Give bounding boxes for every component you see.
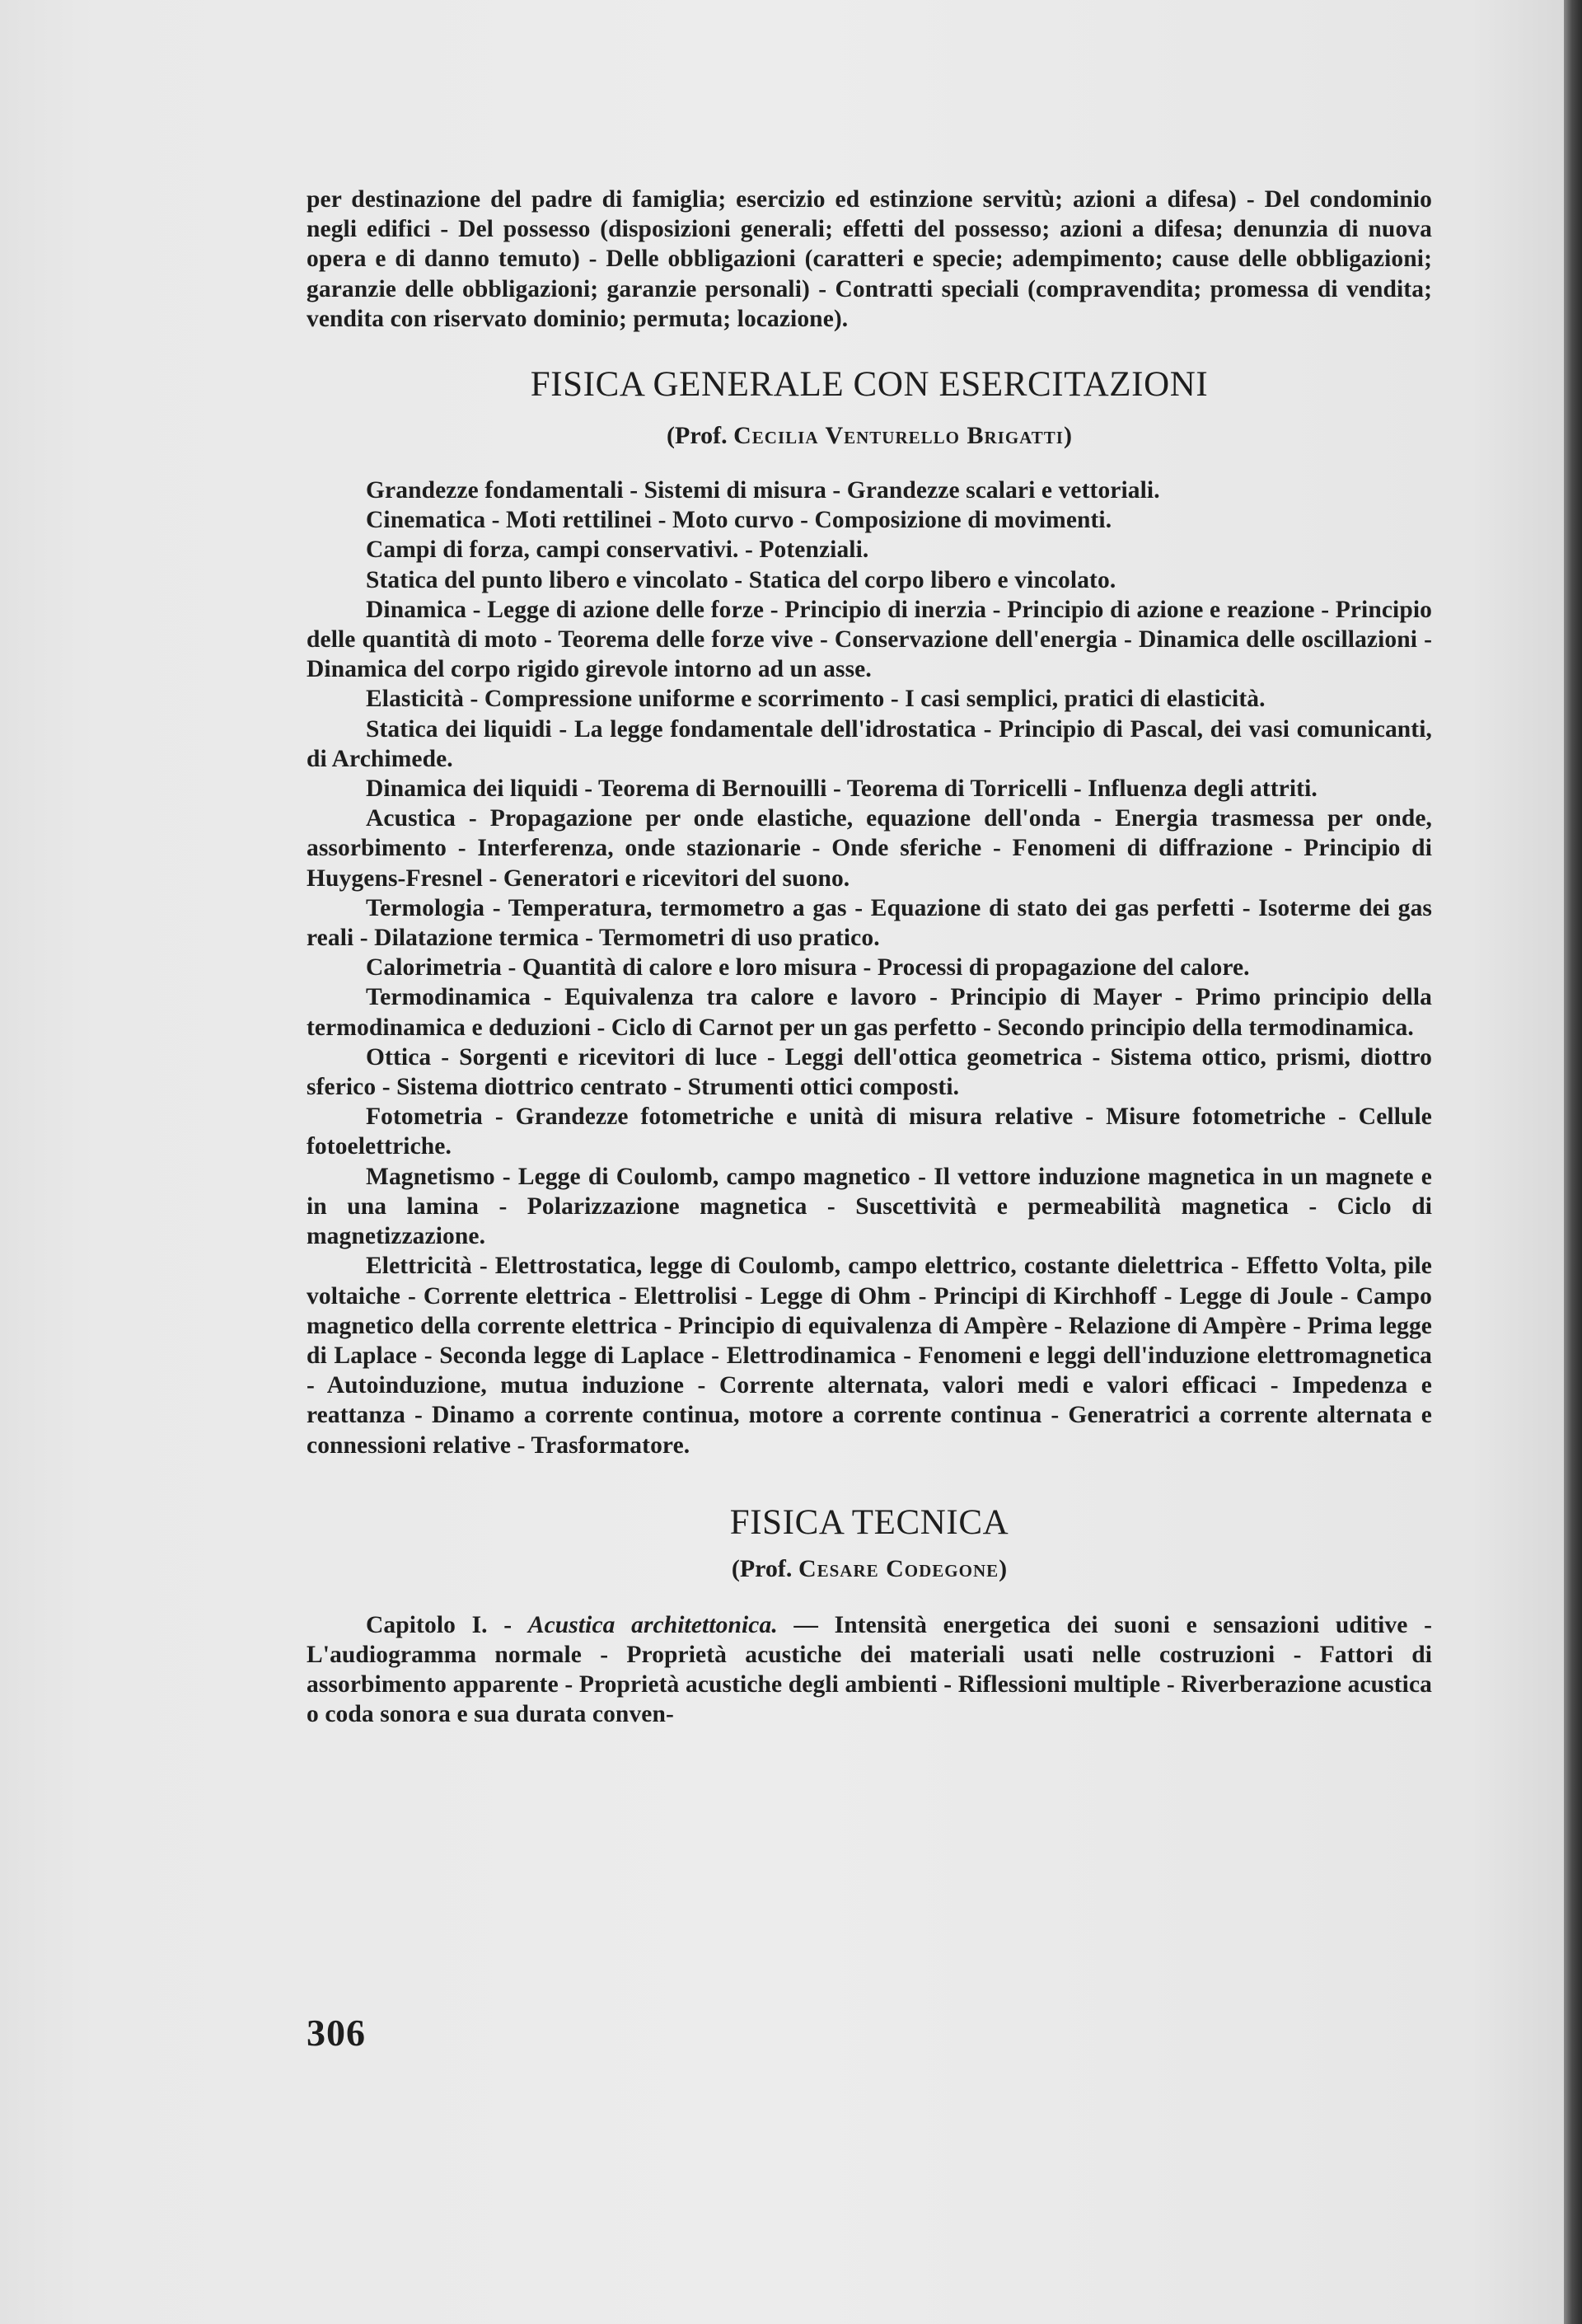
topic-paragraph-statica-liquidi: Statica dei liquidi - La legge fondamentale dell'idrostatica - Principio di Pascal, dei vasi comunicanti, di Archimede. — [307, 715, 1432, 772]
prof-suffix: ) — [999, 1554, 1008, 1582]
chapter-label: Capitolo I. - — [366, 1611, 528, 1638]
prof-suffix: ) — [1063, 422, 1072, 450]
topic-paragraph-termodinamica: Termodinamica - Equivalenza tra calore e lavoro - Principio di Mayer - Primo principio della termodinamica e deduzioni - Ciclo di Carnot per un gas perfetto - Secondo principio della termodinamica. — [307, 984, 1432, 1041]
chapter-paragraph — [307, 1610, 1432, 1730]
topic-line: Grandezze fondamentali - Sistemi di misura - Grandezze scalari e vettoriali. — [366, 477, 1160, 504]
topic-paragraph-elasticita: Elasticità - Compressione uniforme e scorrimento - I casi semplici, pratici di elasticità. — [366, 686, 1266, 713]
prof-prefix: (Prof. — [667, 422, 728, 450]
professor-line-fisica-generale — [307, 419, 1432, 452]
chapter-title: Acustica architettonica. — [527, 1611, 778, 1638]
topic-line: Cinematica - Moti rettilinei - Moto curvo - Composizione di movimenti. — [366, 507, 1112, 534]
binding-shadow — [1564, 0, 1582, 2324]
professor-line-fisica-tecnica — [307, 1553, 1432, 1586]
topic-paragraph-elettricita: Elettricità - Elettrostatica, legge di Coulomb, campo elettrico, costante dielettrica - Effetto Volta, pile voltaiche - Corrente elettrica - Elettrolisi - Legge di Ohm - Principi di Kirchhoff - Legge di Joule - Campo magnetico della corrente elettrica - Principio di equivalenza di Ampère - Relazione di Ampère - Prima legge di Laplace - Seconda legge di Laplace - Elettrodinamica - Fenomeni e leggi dell'induzione elettromagnetica - Autoinduzione, mutua induzione - Corrente alternata, valori medi e valori efficaci - Impedenza e reattanza - Dinamo a corrente continua, motore a corrente continua - Generatrici a corrente alternata e connessioni relative - Trasformatore. — [307, 1253, 1432, 1459]
professor-name: Cecilia Venturello Brigatti — [733, 422, 1064, 450]
prof-prefix: (Prof. — [731, 1554, 793, 1582]
professor-name: Cesare Codegone — [798, 1554, 999, 1582]
topic-paragraph-fotometria: Fotometria - Grandezze fotometriche e unità di misura relative - Misure fotometriche - Cellule fotoelettriche. — [307, 1103, 1432, 1160]
topic-paragraph-calorimetria: Calorimetria - Quantità di calore e loro misura - Processi di propagazione del calore. — [366, 954, 1250, 982]
intro-paragraph: per destinazione del padre di famiglia; esercizio ed estinzione servitù; azioni a difesa) - Del condominio negli edifici - Del possesso (disposizioni generali; effetti del possesso; azioni a difesa; denunzia di nuova opera e di danno temuto) - Delle obbligazioni (caratteri e specie; adempimento; cause delle obbligazioni; garanzie delle obbligazioni; garanzie personali) - Contratti speciali (compravendita; promessa di vendita; vendita con riservato dominio; permuta; locazione). — [307, 186, 1432, 332]
section-title-fisica-tecnica: FISICA TECNICA — [729, 1502, 1009, 1542]
topic-line: Campi di forza, campi conservativi. - Potenziali. — [366, 536, 869, 564]
topic-paragraph-acustica: Acustica - Propagazione per onde elastiche, equazione dell'onda - Energia trasmessa per onde, assorbimento - Interferenza, onde stazionarie - Onde sferiche - Fenomeni di diffrazione - Principio di Huygens-Fresnel - Generatori e ricevitori del suono. — [307, 805, 1432, 892]
chapter-text: — Intensità energetica dei suoni e sensazioni uditive - L'audiogramma normale - Proprietà acustiche dei materiali usati nelle costruzioni - Fattori di assorbimento apparente - Proprietà acustiche degli ambienti - Riflessioni multiple - Riverberazione acustica o coda sonora e sua durata conven- — [307, 1611, 1432, 1728]
topic-paragraph-dinamica: Dinamica - Legge di azione delle forze - Principio di inerzia - Principio di azione e reazione - Principio delle quantità di moto - Teorema delle forze vive - Conservazione dell'energia - Dinamica delle oscillazioni - Dinamica del corpo rigido girevole intorno ad un asse. — [307, 596, 1432, 683]
fisica-generale-body — [307, 476, 1432, 1460]
topic-paragraph-ottica: Ottica - Sorgenti e ricevitori di luce - Leggi dell'ottica geometrica - Sistema ottico, prismi, diottro sferico - Sistema diottrico centrato - Strumenti ottici composti. — [307, 1043, 1432, 1101]
topic-paragraph-termologia: Termologia - Temperatura, termometro a gas - Equazione di stato dei gas perfetti - Isoterme dei gas reali - Dilatazione termica - Termometri di uso pratico. — [307, 894, 1432, 952]
topic-line: Statica del punto libero e vincolato - Statica del corpo libero e vincolato. — [366, 566, 1116, 593]
page-number: 306 — [307, 2012, 366, 2054]
page-content — [307, 185, 1432, 1730]
section-title-fisica-generale: FISICA GENERALE CON ESERCITAZIONI — [530, 365, 1209, 405]
topic-paragraph-dinamica-liquidi: Dinamica dei liquidi - Teorema di Bernouilli - Teorema di Torricelli - Influenza degli attriti. — [366, 775, 1318, 803]
topic-paragraph-magnetismo: Magnetismo - Legge di Coulomb, campo magnetico - Il vettore induzione magnetica in un magnete e in una lamina - Polarizzazione magnetica - Suscettività e permeabilità magnetica - Ciclo di magnetizzazione. — [307, 1163, 1432, 1250]
